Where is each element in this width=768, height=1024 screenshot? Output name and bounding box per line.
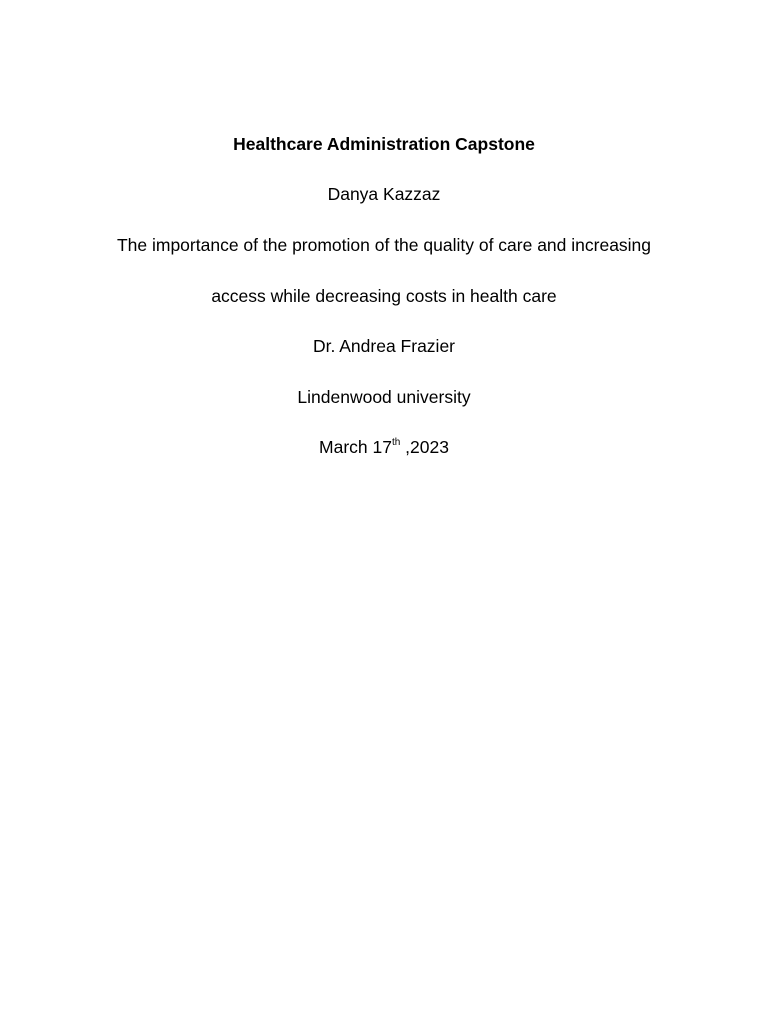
date-ordinal-suffix: th [391,437,401,448]
instructor-name: Dr. Andrea Frazier [313,336,455,356]
document-date [0,435,768,459]
date-day: March 17 [319,437,392,457]
document-title: Healthcare Administration Capstone [233,134,535,154]
institution-name: Lindenwood university [297,387,471,407]
date-year: ,2023 [400,437,449,457]
subject-line-2: access while decreasing costs in health care [211,286,557,306]
subject-line-1: The importance of the promotion of the quality of care and increasing [116,235,652,255]
author-name: Danya Kazzaz [327,184,441,204]
